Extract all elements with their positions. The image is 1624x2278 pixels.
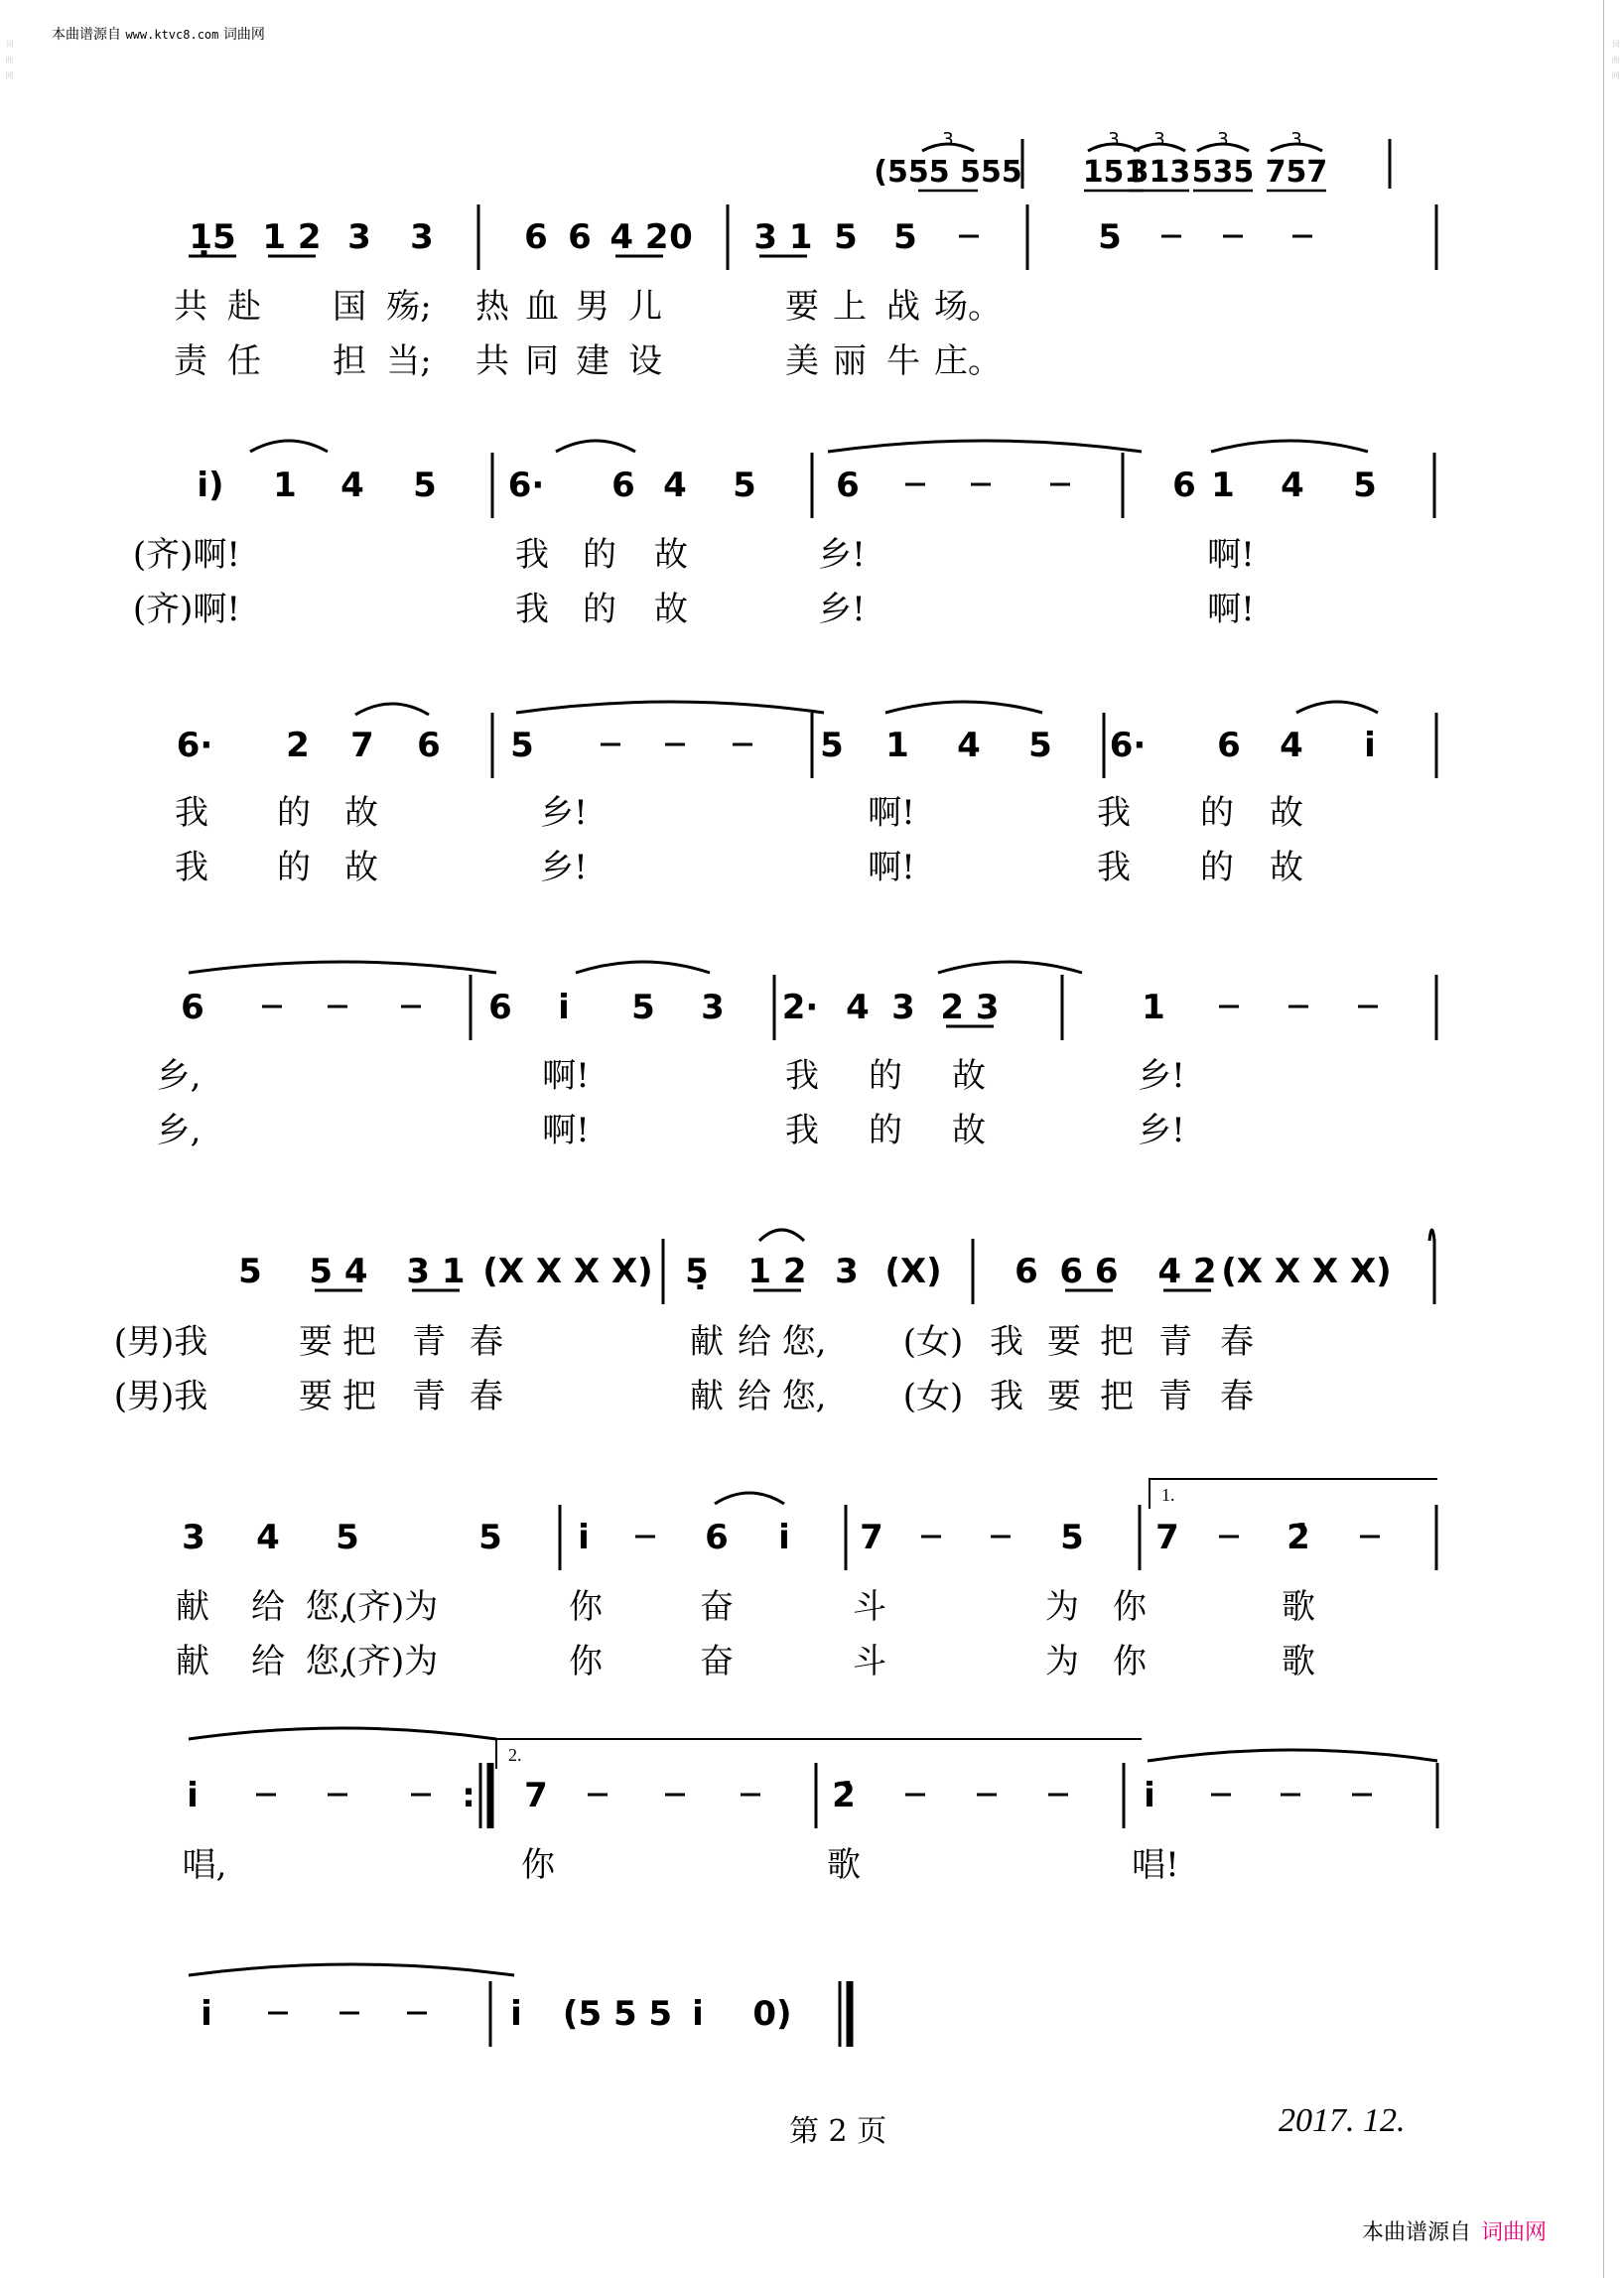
note: 3	[347, 217, 371, 257]
lyric-char: 献	[690, 1377, 724, 1416]
note: 3	[410, 217, 434, 257]
lyric-char: (齐)为	[343, 1587, 439, 1627]
note: i)	[197, 466, 224, 505]
lyric-char: 给	[738, 1377, 771, 1416]
note: 6·	[176, 726, 213, 765]
note: 3	[835, 1252, 859, 1291]
lyric-char: 故	[1270, 848, 1303, 887]
note: 6·	[507, 466, 545, 505]
note: 6	[1217, 726, 1241, 765]
note: i	[1144, 1776, 1155, 1815]
lyric-char: 乡!	[1138, 1056, 1185, 1096]
note: 7	[1155, 1518, 1179, 1557]
lyric-char: 唱,	[182, 1845, 227, 1885]
lyric-char: 男	[576, 287, 609, 327]
slur-arc	[189, 1964, 514, 1975]
slur-arc	[189, 1728, 496, 1739]
note: 5̣	[685, 1252, 709, 1291]
lyric-char: 你	[1113, 1642, 1147, 1681]
lyric-char: 你	[569, 1642, 603, 1681]
note: 5	[1098, 217, 1122, 257]
lyric-char: 乡!	[540, 793, 588, 833]
note: 4	[846, 988, 870, 1027]
lyric-char: (男)我	[113, 1377, 208, 1416]
slur-arc	[576, 962, 710, 973]
footer-site-link[interactable]: 词曲网	[1481, 2220, 1548, 2245]
lyric-char: 我	[785, 1111, 819, 1150]
lyric-char: 故	[344, 848, 378, 887]
note: 7	[524, 1776, 548, 1815]
note: 3 1	[406, 1252, 466, 1291]
triplet-mark: 3	[1108, 129, 1120, 150]
lyric-char: 给	[738, 1322, 771, 1362]
lyric-char: 啊!	[1207, 590, 1255, 629]
source-footer	[1362, 2215, 1547, 2246]
note: 7	[860, 1518, 883, 1557]
header-url[interactable]: www.ktvc8.com	[125, 28, 219, 42]
lyric-char: 给	[251, 1587, 285, 1627]
lyric-char: 血	[525, 287, 559, 327]
score-date: 2017. 12.	[1279, 2102, 1406, 2139]
note: 5	[238, 1252, 262, 1291]
lyric-char: 奋	[700, 1642, 734, 1681]
note: 5 4	[309, 1252, 368, 1291]
lyric-char: 故	[344, 793, 378, 833]
lyric-char: 啊!	[868, 793, 915, 833]
lyric-char: 献	[176, 1642, 209, 1681]
note: 5	[1060, 1518, 1084, 1557]
note: 1	[1211, 466, 1235, 505]
note: 4 2	[609, 217, 669, 257]
triplet-mark: 3	[1217, 129, 1229, 150]
lyric-char: 担	[333, 341, 366, 381]
watermark-left: 词曲网	[5, 40, 14, 87]
volta-label: 1.	[1161, 1485, 1175, 1505]
lyric-char: 设	[628, 341, 662, 381]
lyric-char: 春	[1220, 1377, 1254, 1416]
note: 0)	[752, 1994, 792, 2034]
lyric-char: 我	[990, 1377, 1023, 1416]
slur-arc	[885, 702, 1042, 713]
intro-note: 757	[1265, 155, 1328, 190]
lyric-char: 啊!	[1207, 535, 1255, 575]
lyric-char: 我	[175, 793, 208, 833]
lyric-char: 啊!	[542, 1111, 590, 1150]
lyric-char: 我	[990, 1322, 1023, 1362]
lyric-char: 啊!	[542, 1056, 590, 1096]
lyric-char: 奋	[700, 1587, 734, 1627]
lyric-char: 殇;	[386, 287, 432, 327]
note: (X X X X)	[482, 1252, 653, 1291]
lyric-char: 我	[1097, 793, 1131, 833]
lyric-char: 战	[886, 287, 920, 327]
lyric-char: 的	[869, 1056, 902, 1096]
watermark-right: 词曲网	[1611, 40, 1620, 87]
note: 6 6	[1059, 1252, 1119, 1291]
lyric-char: 斗	[853, 1642, 886, 1681]
lyric-char: 的	[277, 848, 311, 887]
slur-arc	[1296, 702, 1378, 713]
lyric-char: 斗	[853, 1587, 886, 1627]
note: 6	[568, 217, 592, 257]
note: 4	[256, 1518, 280, 1557]
lyric-char: 的	[1200, 793, 1234, 833]
lyric-char: 任	[227, 341, 261, 381]
note: 5	[834, 217, 858, 257]
lyric-char: (女)	[902, 1322, 964, 1362]
lyric-char: 我	[515, 590, 549, 629]
note: i	[1364, 726, 1376, 765]
note: 5	[1353, 466, 1377, 505]
lyric-char: (齐)啊!	[132, 590, 241, 629]
header-site: 词曲网	[222, 27, 265, 43]
lyric-char: 要	[299, 1377, 333, 1416]
note: 1	[1142, 988, 1165, 1027]
note: 3	[701, 988, 725, 1027]
volta-label: 2.	[508, 1745, 522, 1765]
lyric-char: 要	[785, 287, 819, 327]
lyric-char: 春	[470, 1377, 503, 1416]
lyric-char: 上	[833, 287, 867, 327]
lyric-char: 我	[1097, 848, 1131, 887]
slur-arc	[759, 1230, 804, 1241]
lyric-char: 的	[1200, 848, 1234, 887]
note: i	[201, 1994, 212, 2034]
lyric-char: 乡,	[156, 1111, 202, 1150]
note: 5	[631, 988, 655, 1027]
lyric-char: 把	[342, 1322, 376, 1362]
triplet-mark: 3	[1153, 129, 1165, 150]
note: i	[578, 1518, 590, 1557]
lyric-char: 要	[1047, 1377, 1081, 1416]
slur-arc	[1148, 1750, 1437, 1761]
lyric-char: 故	[952, 1111, 986, 1150]
lyric-char: 唱!	[1132, 1845, 1179, 1885]
lyric-char: 的	[583, 590, 616, 629]
lyric-char: 乡!	[540, 848, 588, 887]
lyric-char: 我	[515, 535, 549, 575]
lyric-char: 故	[654, 535, 688, 575]
lyric-char: 为	[1045, 1642, 1079, 1681]
header-prefix: 本曲谱源自	[52, 27, 121, 43]
triplet-mark: 3	[942, 129, 954, 150]
note: 5	[893, 217, 917, 257]
note: (X)	[884, 1252, 942, 1291]
lyric-char: 责	[174, 341, 207, 381]
lyric-char: 乡!	[818, 535, 866, 575]
note: 6	[1015, 1252, 1038, 1291]
note: 4	[957, 726, 981, 765]
note: 4	[340, 466, 364, 505]
slur-arc	[189, 962, 496, 973]
lyric-char: 当;	[386, 341, 432, 381]
lyric-char: 歌	[1282, 1587, 1315, 1627]
lyric-char: 你	[521, 1845, 555, 1885]
lyric-char: 我	[175, 848, 208, 887]
lyric-char: 故	[952, 1056, 986, 1096]
lyric-char: 乡!	[818, 590, 866, 629]
lyric-char: 同	[525, 341, 559, 381]
note: 5	[478, 1518, 502, 1557]
note: 5	[1028, 726, 1052, 765]
note: 6	[836, 466, 860, 505]
footer-source: 本曲谱源自	[1362, 2220, 1472, 2245]
slur-arc	[715, 1493, 784, 1504]
lyric-char: 给	[251, 1642, 285, 1681]
lyric-char: 歌	[827, 1845, 861, 1885]
lyric-char: 把	[342, 1377, 376, 1416]
lyric-char: 赴	[227, 287, 261, 327]
note: 2 3	[940, 988, 1000, 1027]
note: 3 1	[753, 217, 813, 257]
note: i	[187, 1776, 199, 1815]
intro-note: 313	[1128, 155, 1191, 190]
lyric-char: 故	[1270, 793, 1303, 833]
note: i	[692, 1994, 704, 2034]
note: 5	[336, 1518, 359, 1557]
note: 1 2	[262, 217, 322, 257]
lyric-char: 您,	[781, 1377, 827, 1416]
note: 3	[891, 988, 915, 1027]
note: 2̇	[1286, 1518, 1310, 1557]
lyric-char: 故	[654, 590, 688, 629]
lyric-char: 我	[785, 1056, 819, 1096]
slur-arc	[556, 441, 635, 452]
note: 4 2	[1157, 1252, 1217, 1291]
note: (5 5 5	[562, 1994, 673, 2034]
note: 6	[1172, 466, 1196, 505]
lyric-char: 乡!	[1138, 1111, 1185, 1150]
lyric-char: 美	[785, 341, 819, 381]
lyric-char: 的	[277, 793, 311, 833]
lyric-char: 儿	[628, 287, 662, 327]
lyric-char: 青	[1158, 1377, 1192, 1416]
lyric-char: 建	[576, 341, 609, 381]
lyric-char: 春	[1220, 1322, 1254, 1362]
lyric-char: 的	[583, 535, 616, 575]
note: 2̇	[832, 1776, 856, 1815]
lyric-char: 献	[176, 1587, 209, 1627]
note: 6	[181, 988, 204, 1027]
note: 2	[286, 726, 310, 765]
lyric-char: 丽	[833, 341, 867, 381]
note: 6	[488, 988, 512, 1027]
lyric-char: 你	[1113, 1587, 1147, 1627]
note: 5	[510, 726, 534, 765]
intro-note: (555 555	[874, 155, 1022, 190]
lyric-char: (齐)啊!	[132, 535, 241, 575]
note: 5	[413, 466, 437, 505]
slur-arc	[516, 702, 824, 713]
note: 1	[885, 726, 909, 765]
lyric-char: 要	[1047, 1322, 1081, 1362]
note: i	[558, 988, 570, 1027]
note: 6	[524, 217, 548, 257]
note: 4	[1280, 726, 1303, 765]
note: 6	[705, 1518, 729, 1557]
note: 6	[611, 466, 635, 505]
note: 4	[1281, 466, 1304, 505]
slur-arc	[1429, 1230, 1434, 1241]
lyric-char: 歌	[1282, 1642, 1315, 1681]
note: 1 2	[747, 1252, 807, 1291]
page-number: 第 2 页	[789, 2114, 887, 2149]
lyric-char: 您,	[305, 1642, 350, 1681]
note: 6·	[1109, 726, 1147, 765]
lyric-char: 要	[299, 1322, 333, 1362]
note: 0	[669, 217, 693, 257]
note: 7	[350, 726, 374, 765]
volta-bracket	[496, 1739, 1142, 1769]
lyric-char: (女)	[902, 1377, 964, 1416]
triplet-mark: 3	[1290, 129, 1302, 150]
lyric-char: 您,	[305, 1587, 350, 1627]
intro-note: 151	[1082, 155, 1146, 190]
repeat-dots: :	[462, 1776, 475, 1815]
lyric-char: 的	[869, 1111, 902, 1150]
slur-arc	[1211, 441, 1368, 452]
note: 6	[417, 726, 441, 765]
lyric-char: 共	[174, 287, 207, 327]
lyric-char: 春	[470, 1322, 503, 1362]
lyric-char: 献	[690, 1322, 724, 1362]
note: 2·	[781, 988, 819, 1027]
lyric-char: (齐)为	[343, 1642, 439, 1681]
slur-arc	[355, 704, 429, 715]
lyric-char: 为	[1045, 1587, 1079, 1627]
note: 1	[273, 466, 297, 505]
lyric-char: 国	[333, 287, 366, 327]
slur-arc	[938, 962, 1082, 973]
lyric-char: 牛	[886, 341, 920, 381]
intro-note: 535	[1191, 155, 1255, 190]
lyric-char: 把	[1100, 1322, 1134, 1362]
lyric-char: 场。	[934, 287, 1002, 327]
lyric-char: 青	[412, 1322, 446, 1362]
note: 1̣5	[189, 217, 236, 257]
lyric-char: 啊!	[868, 848, 915, 887]
note: 3	[182, 1518, 205, 1557]
lyric-char: (男)我	[113, 1322, 208, 1362]
lyric-char: 你	[569, 1587, 603, 1627]
lyric-char: 您,	[781, 1322, 827, 1362]
slur-arc	[828, 441, 1142, 452]
note: 4	[663, 466, 687, 505]
lyric-char: 乡,	[156, 1056, 202, 1096]
note: (X X X X)	[1221, 1252, 1392, 1291]
note: 5	[733, 466, 756, 505]
slur-arc	[250, 441, 328, 452]
note: i	[778, 1518, 790, 1557]
note: 5	[820, 726, 844, 765]
note: i	[510, 1994, 522, 2034]
lyric-char: 热	[475, 287, 509, 327]
lyric-char: 共	[475, 341, 509, 381]
lyric-char: 庄。	[934, 341, 1002, 381]
lyric-char: 青	[1158, 1322, 1192, 1362]
volta-bracket	[1150, 1479, 1437, 1509]
lyric-char: 把	[1100, 1377, 1134, 1416]
lyric-char: 青	[412, 1377, 446, 1416]
